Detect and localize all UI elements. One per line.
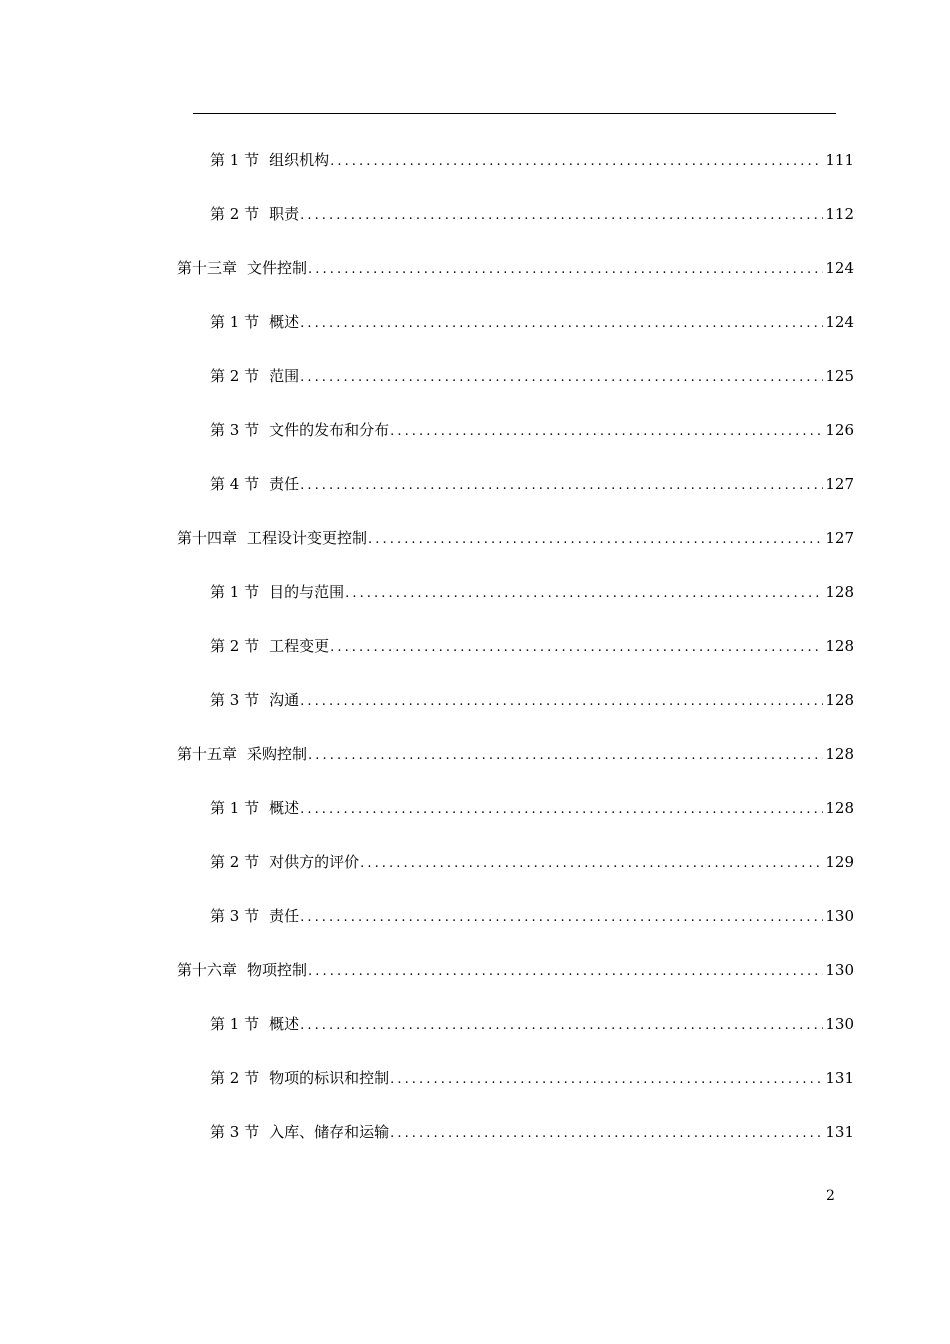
toc-number: 第 2 节 — [210, 637, 260, 655]
toc-page-number: 128 — [825, 799, 854, 817]
toc-leader-dots — [300, 204, 823, 228]
toc-entry[interactable] — [177, 256, 854, 280]
toc-label — [177, 256, 307, 280]
toc-entry[interactable] — [210, 850, 854, 874]
toc-page-number: 128 — [825, 745, 854, 763]
toc-title: 物项控制 — [247, 961, 308, 979]
toc-label — [177, 526, 367, 550]
toc-title: 职责 — [269, 205, 300, 223]
toc-label — [210, 364, 299, 388]
toc-number: 第 3 节 — [210, 1123, 260, 1141]
toc-page-number: 111 — [825, 151, 854, 169]
toc-label — [210, 202, 299, 226]
toc-leader-dots — [390, 1068, 823, 1092]
toc-number: 第 1 节 — [210, 313, 260, 331]
toc-leader-dots — [345, 582, 823, 606]
toc-title: 物项的标识和控制 — [269, 1069, 390, 1087]
toc-label — [210, 1120, 389, 1144]
toc-title: 概述 — [269, 799, 300, 817]
toc-page-number: 128 — [825, 691, 854, 709]
toc-page-number: 125 — [825, 367, 854, 385]
toc-label — [210, 1066, 389, 1090]
toc-number: 第 1 节 — [210, 799, 260, 817]
toc-title: 范围 — [269, 367, 300, 385]
toc-number: 第 2 节 — [210, 205, 260, 223]
toc-number: 第 3 节 — [210, 907, 260, 925]
toc-leader-dots — [308, 744, 823, 768]
toc-number: 第 1 节 — [210, 151, 260, 169]
toc-number: 第 2 节 — [210, 853, 260, 871]
toc-page-number: 127 — [825, 475, 854, 493]
toc-entry[interactable] — [177, 958, 854, 982]
toc-page-number: 124 — [825, 259, 854, 277]
toc-number: 第十五章 — [177, 745, 238, 763]
toc-entry[interactable] — [210, 796, 854, 820]
toc-title: 组织机构 — [269, 151, 330, 169]
toc-page-number: 131 — [825, 1069, 854, 1087]
toc-page-number: 129 — [825, 853, 854, 871]
page-number: 2 — [826, 1188, 835, 1204]
toc-leader-dots — [360, 852, 823, 876]
toc-leader-dots — [390, 1122, 823, 1146]
toc-title: 概述 — [269, 1015, 300, 1033]
toc-entry[interactable] — [210, 1066, 854, 1090]
toc-title: 概述 — [269, 313, 300, 331]
toc-number: 第十三章 — [177, 259, 238, 277]
toc-number: 第 4 节 — [210, 475, 260, 493]
toc-title: 对供方的评价 — [269, 853, 360, 871]
toc-entry[interactable] — [210, 634, 854, 658]
toc-page-number: 126 — [825, 421, 854, 439]
toc-leader-dots — [390, 420, 823, 444]
toc-leader-dots — [300, 366, 823, 390]
toc-page-number: 112 — [825, 205, 854, 223]
toc-leader-dots — [300, 474, 823, 498]
toc-title: 责任 — [269, 907, 300, 925]
toc-leader-dots — [308, 258, 823, 282]
toc-entry[interactable] — [210, 148, 854, 172]
toc-page-number: 128 — [825, 583, 854, 601]
toc-entry[interactable] — [210, 1012, 854, 1036]
toc-leader-dots — [330, 150, 823, 174]
toc-label — [177, 958, 307, 982]
toc-title: 目的与范围 — [269, 583, 345, 601]
toc-entry[interactable] — [177, 526, 854, 550]
toc-leader-dots — [300, 906, 823, 930]
toc-entry[interactable] — [210, 904, 854, 928]
toc-title: 采购控制 — [247, 745, 308, 763]
toc-entry[interactable] — [210, 1120, 854, 1144]
toc-label — [210, 148, 329, 172]
toc-page-number: 124 — [825, 313, 854, 331]
toc-leader-dots — [330, 636, 823, 660]
toc-title: 责任 — [269, 475, 300, 493]
toc-number: 第 1 节 — [210, 583, 260, 601]
toc-label — [210, 796, 299, 820]
toc-number: 第 2 节 — [210, 367, 260, 385]
toc-number: 第十四章 — [177, 529, 238, 547]
toc-leader-dots — [300, 1014, 823, 1038]
toc-label — [210, 904, 299, 928]
toc-title: 工程变更 — [269, 637, 330, 655]
toc-number: 第 3 节 — [210, 421, 260, 439]
toc-label — [210, 418, 389, 442]
toc-label — [210, 472, 299, 496]
toc-label — [210, 688, 299, 712]
toc-entry[interactable] — [210, 310, 854, 334]
toc-page-number: 131 — [825, 1123, 854, 1141]
toc-title: 工程设计变更控制 — [247, 529, 368, 547]
toc-page-number: 127 — [825, 529, 854, 547]
toc-label — [210, 580, 344, 604]
toc-leader-dots — [300, 690, 823, 714]
toc-page-number: 128 — [825, 637, 854, 655]
toc-leader-dots — [368, 528, 823, 552]
toc-number: 第 3 节 — [210, 691, 260, 709]
toc-label — [177, 742, 307, 766]
toc-entry[interactable] — [210, 472, 854, 496]
toc-entry[interactable] — [177, 742, 854, 766]
toc-number: 第 1 节 — [210, 1015, 260, 1033]
toc-leader-dots — [300, 312, 823, 336]
toc-title: 入库、储存和运输 — [269, 1123, 390, 1141]
toc-number: 第十六章 — [177, 961, 238, 979]
toc-label — [210, 1012, 299, 1036]
toc-label — [210, 634, 329, 658]
toc-label — [210, 850, 359, 874]
toc-leader-dots — [308, 960, 823, 984]
toc-number: 第 2 节 — [210, 1069, 260, 1087]
toc-entry[interactable] — [210, 364, 854, 388]
toc-entry[interactable] — [210, 202, 854, 226]
toc-title: 文件控制 — [247, 259, 308, 277]
toc-label — [210, 310, 299, 334]
toc-page-number: 130 — [825, 907, 854, 925]
toc-entry[interactable] — [210, 418, 854, 442]
toc-page-number: 130 — [825, 1015, 854, 1033]
toc-entry[interactable] — [210, 688, 854, 712]
toc-leader-dots — [300, 798, 823, 822]
toc-page-number: 130 — [825, 961, 854, 979]
toc-entry[interactable] — [210, 580, 854, 604]
toc-title: 文件的发布和分布 — [269, 421, 390, 439]
toc-title: 沟通 — [269, 691, 300, 709]
